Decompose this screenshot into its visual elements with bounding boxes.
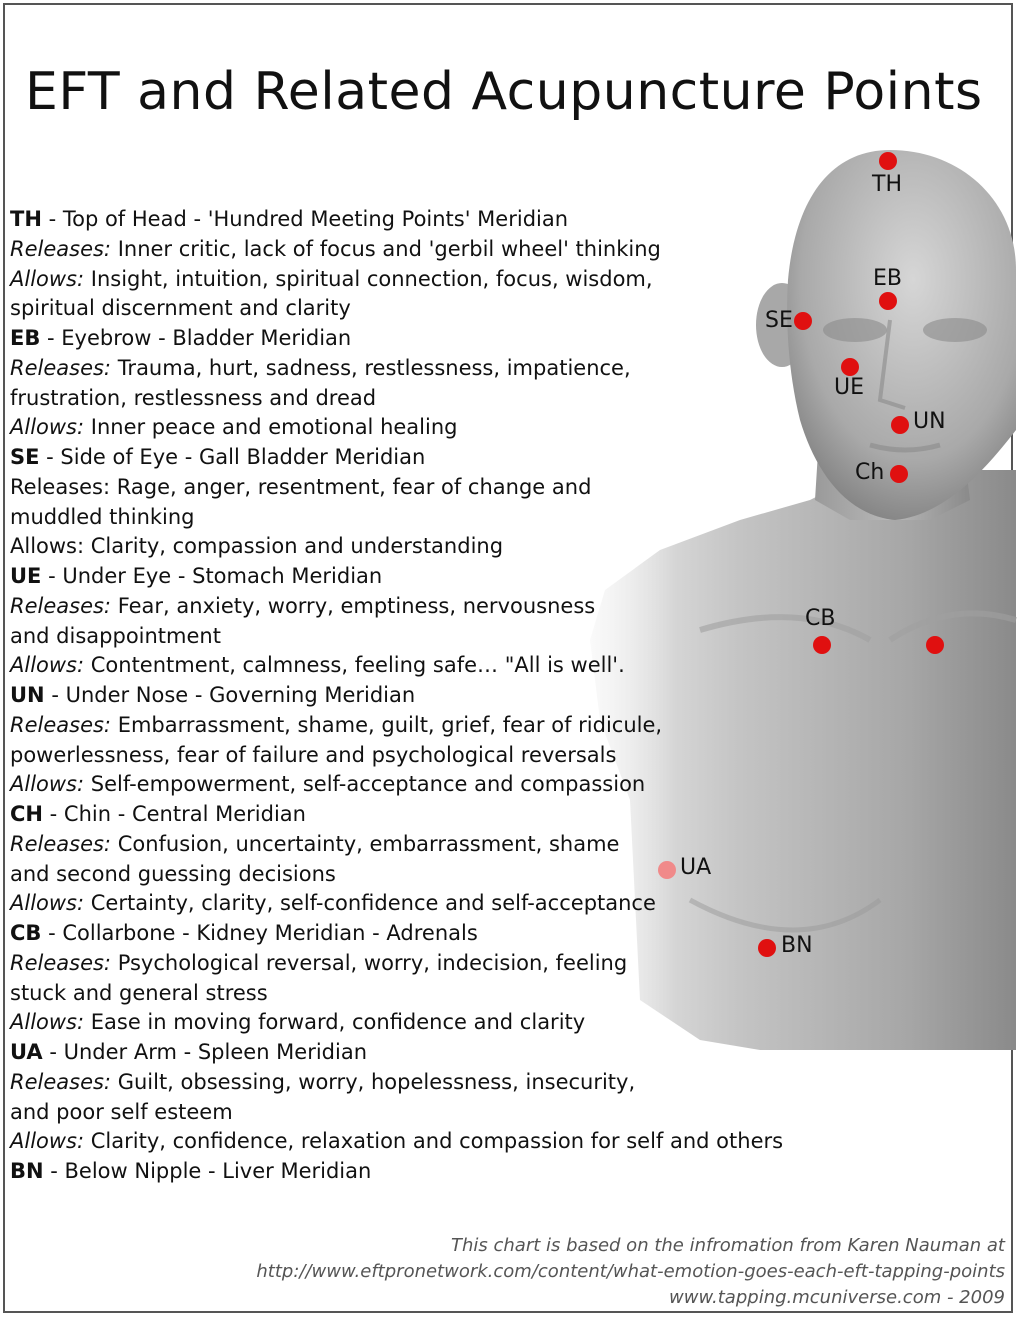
point-code: BN (10, 1159, 44, 1183)
point-cb-right (926, 636, 944, 654)
line-text: - Side of Eye - Gall Bladder Meridian (39, 445, 426, 469)
line-text: Inner critic, lack of focus and 'gerbil wheel' thinking (111, 236, 661, 261)
description-line (10, 532, 783, 562)
point-label-th: TH (872, 172, 902, 197)
footer-line-1: This chart is based on the infromation from Karen Nauman at (451, 1235, 1005, 1256)
line-text: - Top of Head - 'Hundred Meeting Points' Meridian (41, 207, 569, 231)
line-key: Releases: (10, 236, 112, 261)
footer-line-2: http://www.eftpronetwork.com/content/what-emotion-goes-each-eft-tapping-points (256, 1261, 1005, 1282)
description-line (10, 294, 783, 324)
description-line (10, 770, 783, 800)
point-cb-left (813, 636, 831, 654)
line-text: Guilt, obsessing, worry, hopelessness, insecurity, (111, 1069, 636, 1094)
point-label-un: UN (913, 409, 946, 434)
point-label-ua: UA (680, 855, 712, 880)
point-heading (10, 919, 783, 949)
point-code: UN (10, 683, 45, 707)
line-text: - Collarbone - Kidney Meridian - Adrenals (41, 921, 478, 945)
point-heading (10, 443, 783, 473)
line-text: Trauma, hurt, sadness, restlessness, impatience, (111, 355, 631, 380)
line-key: Allows: (10, 1010, 85, 1035)
description-line (10, 503, 783, 533)
description-line (10, 413, 783, 443)
description-line (10, 651, 783, 681)
line-text: and disappointment (10, 623, 221, 648)
line-text: powerlessness, fear of failure and psychological reversals (10, 742, 617, 767)
point-label-se: SE (765, 308, 793, 333)
description-line (10, 384, 783, 414)
line-text: Embarrassment, shame, guilt, grief, fear of ridicule, (111, 712, 663, 737)
description-line (10, 1068, 783, 1098)
line-text: spiritual discernment and clarity (10, 296, 351, 321)
line-text: and poor self esteem (10, 1099, 233, 1124)
description-line (10, 592, 783, 622)
line-key: Releases: (10, 712, 112, 737)
point-heading (10, 800, 783, 830)
point-un (891, 416, 909, 434)
line-text: Insight, intuition, spiritual connection, focus, wisdom, (84, 266, 653, 291)
point-code: UE (10, 564, 42, 588)
description-line (10, 741, 783, 771)
description-line (10, 860, 783, 890)
line-text: stuck and general stress (10, 980, 268, 1005)
description-line (10, 1098, 783, 1128)
description-line (10, 354, 783, 384)
point-descriptions (10, 205, 783, 1187)
line-key: Allows: (10, 891, 85, 916)
line-text: - Under Eye - Stomach Meridian (41, 564, 383, 588)
line-key: Releases: (10, 831, 112, 856)
point-code: CH (10, 802, 43, 826)
line-text: Psychological reversal, worry, indecision, feeling (111, 950, 628, 975)
point-code: SE (10, 445, 40, 469)
point-code: UA (10, 1040, 43, 1064)
line-key: Allows: (10, 415, 85, 440)
footer-line-3: www.tapping.mcuniverse.com - 2009 (669, 1287, 1005, 1308)
point-heading (10, 205, 783, 235)
point-code: CB (10, 921, 42, 945)
description-line (10, 265, 783, 295)
description-line (10, 979, 783, 1009)
description-line (10, 235, 783, 265)
line-text: muddled thinking (10, 504, 195, 529)
page-title: EFT and Related Acupuncture Points (25, 62, 983, 122)
line-key: Releases: (10, 593, 112, 618)
point-heading (10, 681, 783, 711)
line-text: - Chin - Central Meridian (43, 802, 306, 826)
line-text: Inner peace and emotional healing (84, 415, 458, 440)
line-key: Allows: (10, 653, 85, 678)
line-text: - Under Arm - Spleen Meridian (42, 1040, 368, 1064)
line-text: - Below Nipple - Liver Meridian (43, 1159, 372, 1183)
line-text: Certainty, clarity, self-confidence and self-acceptance (84, 891, 656, 916)
line-key: Allows: (10, 1129, 85, 1154)
description-line (10, 949, 783, 979)
description-line (10, 830, 783, 860)
point-th (879, 152, 897, 170)
line-key: Allows: (10, 772, 85, 797)
line-text: Releases: Rage, anger, resentment, fear of change and (10, 474, 592, 499)
line-text: Allows: Clarity, compassion and understanding (10, 534, 504, 559)
point-heading (10, 1157, 783, 1187)
line-key: Releases: (10, 1069, 112, 1094)
line-text: and second guessing decisions (10, 861, 336, 886)
point-label-eb: EB (873, 266, 902, 291)
point-heading (10, 324, 783, 354)
description-line (10, 1008, 783, 1038)
line-text: Contentment, calmness, feeling safe… "All is well'. (84, 653, 625, 678)
point-ue (841, 358, 859, 376)
point-heading (10, 562, 783, 592)
line-key: Allows: (10, 266, 85, 291)
description-line (10, 1127, 783, 1157)
description-line (10, 622, 783, 652)
point-label-ue: UE (834, 375, 865, 400)
description-line (10, 711, 783, 741)
point-ch (890, 465, 908, 483)
point-heading (10, 1038, 783, 1068)
point-se (794, 312, 812, 330)
point-label-cb: CB (805, 606, 836, 631)
line-text: Confusion, uncertainty, embarrassment, shame (111, 831, 620, 856)
line-text: Fear, anxiety, worry, emptiness, nervousness (111, 593, 596, 618)
point-label-bn: BN (781, 933, 813, 958)
point-label-ch: Ch (855, 460, 885, 485)
line-text: Self-empowerment, self-acceptance and compassion (84, 772, 646, 797)
description-line (10, 473, 783, 503)
point-code: EB (10, 326, 41, 350)
point-eb (879, 292, 897, 310)
point-code: TH (10, 207, 42, 231)
line-text: frustration, restlessness and dread (10, 385, 377, 410)
line-key: Releases: (10, 355, 112, 380)
line-text: - Eyebrow - Bladder Meridian (40, 326, 352, 350)
description-line (10, 889, 783, 919)
line-key: Releases: (10, 950, 112, 975)
line-text: Clarity, confidence, relaxation and compassion for self and others (84, 1129, 784, 1154)
line-text: - Under Nose - Governing Meridian (44, 683, 416, 707)
footer-credit (256, 1233, 1005, 1311)
line-text: Ease in moving forward, confidence and clarity (84, 1010, 586, 1035)
